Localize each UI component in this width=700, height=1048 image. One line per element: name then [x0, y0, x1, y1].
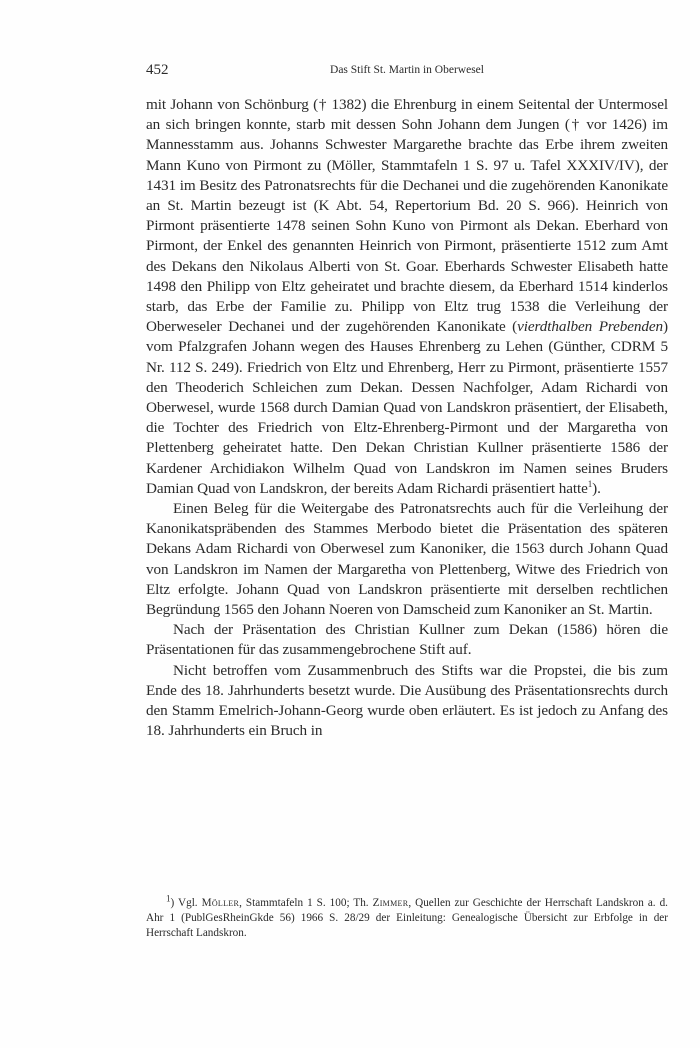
- footnote-1: $^1$) Vgl. Möller, Stammtafeln 1 S. 100; Th. Zimmer, Quellen zur Geschichte der Herrschaft Landskron a. d. Ahr 1 (PublGesRheinGkde 56) 1966 S. 28/29 der Einleitung: Genealogische Übersicht zur Erbfolge in der Herrschaft Landskron.: [146, 893, 668, 940]
- paragraph-2: Einen Beleg für die Weitergabe des Patronatsrechts auch für die Verleihung der Kanonikatspräbenden des Stammes Merbodo bietet die Präsentation des späteren Dekans Adam Richardi von Oberwesel zum Kanoniker, die 1563 durch Johann Quad von Landskron im Namen der Margaretha von Plettenberg, Witwe des Friedrich von Eltz erfolgte. Johann Quad von Landskron präsentierte mit derselben rechtlichen Begründung 1565 den Johann Noeren von Damscheid zum Kanoniker an St. Martin.: [146, 500, 668, 619]
- running-title: Das Stift St. Martin in Oberwesel: [330, 64, 484, 76]
- paragraph-4: Nicht betroffen vom Zusammenbruch des Stifts war die Propstei, die bis zum Ende des 18. Jahrhunderts besetzt wurde. Die Ausübung des Präsentationsrechts durch den Stamm Emelrich-Johann-Georg wurde oben erläutert. Es ist jedoch zu Anfang des 18. Jahrhunderts ein Bruch in: [146, 661, 668, 740]
- author-name: Zimmer: [372, 897, 409, 909]
- paragraph-3: Nach der Präsentation des Christian Kullner zum Dekan (1586) hören die Präsentationen für das zusammengebrochene Stift auf.: [146, 621, 668, 659]
- page-header: [146, 62, 668, 84]
- footnote-marker: 1: [166, 893, 171, 904]
- page-number: 452: [146, 62, 169, 78]
- footnote-ref: 1: [587, 478, 593, 489]
- paragraph-1: mit Johann von Schönburg († 1382) die Ehrenburg in einem Seitental der Untermosel an sich bringen konnte, starb mit dessen Sohn Johann dem Jungen († vor 1426) im Mannesstamm aus. Johanns Schwester Margarethe brachte das Erbe ihrem zweiten Mann Kuno von Pirmont zu (Möller, Stammtafeln 1 S. 97 u. Tafel XXXIV/IV), der 1431 im Besitz des Patronatsrechts für die Dechanei und die zugehörenden Kanonikate an St. Martin bezeugt ist (K Abt. 54, Repertorium Bd. 20 S. 966). Heinrich von Pirmont präsentierte 1478 seinen Sohn Kuno von Pirmont als Dekan. Eberhard von Pirmont, der Enkel des genannten Heinrich von Pirmont, präsentierte 1512 zum Amt des Dekans den Nikolaus Alberti von St. Goar. Eberhards Schwester Elisabeth hatte 1498 den Philipp von Eltz geheiratet und brachte diesem, da Eberhard 1514 kinderlos starb, das Erbe der Familie zu. Philipp von Eltz trug 1538 die Verleihung der Oberweseler Dechanei und der zugehörenden Kanonikate (vierdthalben Prebenden) vom Pfalzgrafen Johann wegen des Hauses Ehrenberg zu Lehen (Günther, CDRM 5 Nr. 112 S. 249). Friedrich von Eltz und Ehrenberg, Herr zu Pirmont, präsentierte 1557 den Theoderich Schleichen zum Dekan. Dessen Nachfolger, Adam Richardi von Oberwesel, wurde 1568 durch Damian Quad von Landskron präsentiert, der Elisabeth, die Tochter des Friedrich von Eltz-Ehrenberg-Pirmont und der Margaretha von Plettenberg geheiratet hatte. Den Dekan Christian Kullner präsentierte 1586 der Kardener Archidiakon Wilhelm Quad von Landskron im Namen seines Bruders Damian Quad von Landskron, der bereits Adam Richardi präsentiert hatte$^1$).: [146, 96, 669, 497]
- author-name: Möller: [201, 897, 240, 909]
- footnotes: [146, 893, 668, 942]
- main-text: [146, 95, 668, 742]
- italic-quote: vierdthalben Prebenden: [517, 318, 664, 336]
